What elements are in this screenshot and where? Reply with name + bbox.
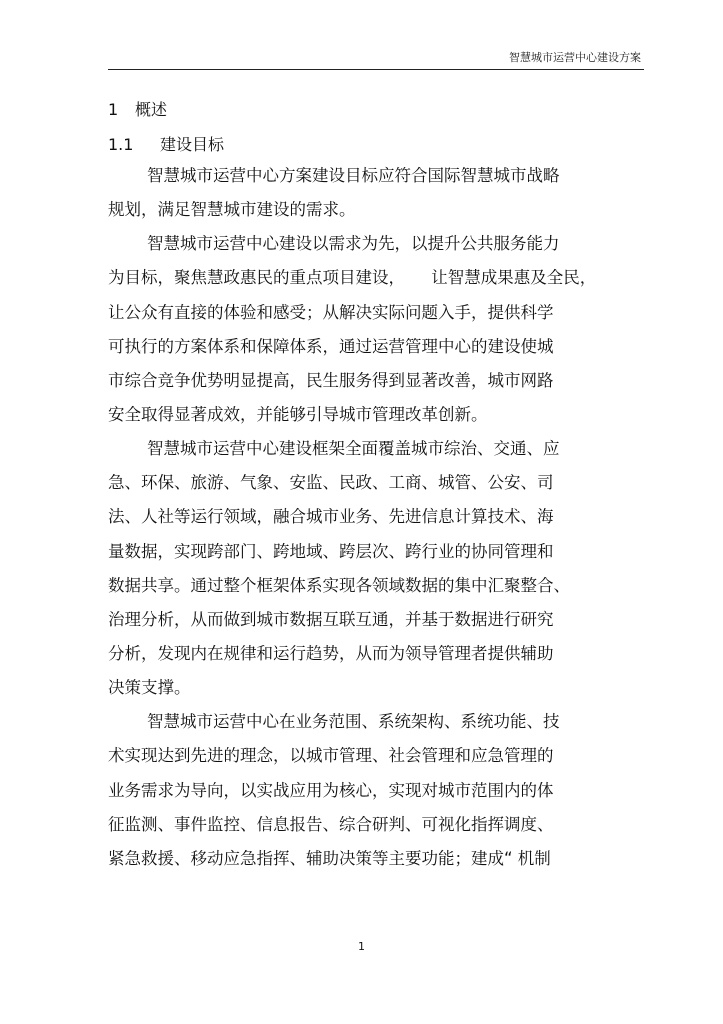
paragraph-line: 数据共享。通过整个框架体系实现各领域数据的集中汇聚整合、 (108, 575, 570, 595)
paragraph-line: 征监测、事件监控、信息报告、综合研判、可视化指挥调度、 (108, 814, 554, 834)
subsection-number: 1.1 (108, 135, 134, 154)
paragraph-line: 分析，发现内在规律和运行趋势，从而为领导管理者提供辅助 (108, 643, 554, 663)
paragraph-line: 智慧城市运营中心建设以需求为先，以提升公共服务能力 (147, 234, 560, 254)
paragraph-line: 量数据，实现跨部门、跨地域、跨层次、跨行业的协同管理和 (108, 541, 554, 561)
page-number: 1 (358, 940, 365, 953)
paragraph-line: 业务需求为导向，以实战应用为核心，实现对城市范围内的体 (108, 780, 554, 800)
section-title: 概述 (135, 100, 168, 119)
section-heading-1 (108, 99, 167, 121)
header-rule (108, 69, 644, 70)
paragraph-line: 让公众有直接的体验和感受；从解决实际问题入手，提供科学 (108, 302, 554, 322)
subsection-title: 建设目标 (160, 135, 225, 154)
paragraph-line: 智慧城市运营中心在业务范围、系统架构、系统功能、技 (147, 712, 560, 732)
paragraph-line: 紧急救援、移动应急指挥、辅助决策等主要功能；建成“ 机制 (108, 848, 551, 868)
subsection-heading-1-1 (108, 134, 224, 156)
paragraph-line: 术实现达到先进的理念，以城市管理、社会管理和应急管理的 (108, 746, 554, 766)
body-text (108, 159, 644, 876)
paragraph-line: 安全取得显著成效，并能够引导城市管理改革创新。 (108, 404, 488, 424)
paragraph-line: 可执行的方案体系和保障体系，通过运营管理中心的建设使城 (108, 336, 554, 356)
paragraph-line: 急、环保、旅游、气象、安监、民政、工商、城管、公安、司 (108, 473, 554, 493)
paragraph-line: 为目标，聚焦慧政惠民的重点项目建设， 让智慧成果惠及全民， (108, 268, 597, 288)
paragraph-line: 智慧城市运营中心建设框架全面覆盖城市综治、交通、应 (147, 439, 560, 459)
paragraph-line: 规划，满足智慧城市建设的需求。 (108, 200, 356, 220)
paragraph-line: 智慧城市运营中心方案建设目标应符合国际智慧城市战略 (147, 166, 560, 185)
running-header: 智慧城市运营中心建设方案 (509, 51, 641, 64)
paragraph-line: 治理分析，从而做到城市数据互联互通，并基于数据进行研究 (108, 609, 554, 629)
section-number: 1 (108, 100, 119, 119)
paragraph-line: 决策支撑。 (108, 678, 191, 698)
paragraph-line: 法、人社等运行领域，融合城市业务、先进信息计算技术、海 (108, 507, 554, 527)
paragraph-line: 市综合竞争优势明显提高，民生服务得到显著改善，城市网路 (108, 370, 554, 390)
